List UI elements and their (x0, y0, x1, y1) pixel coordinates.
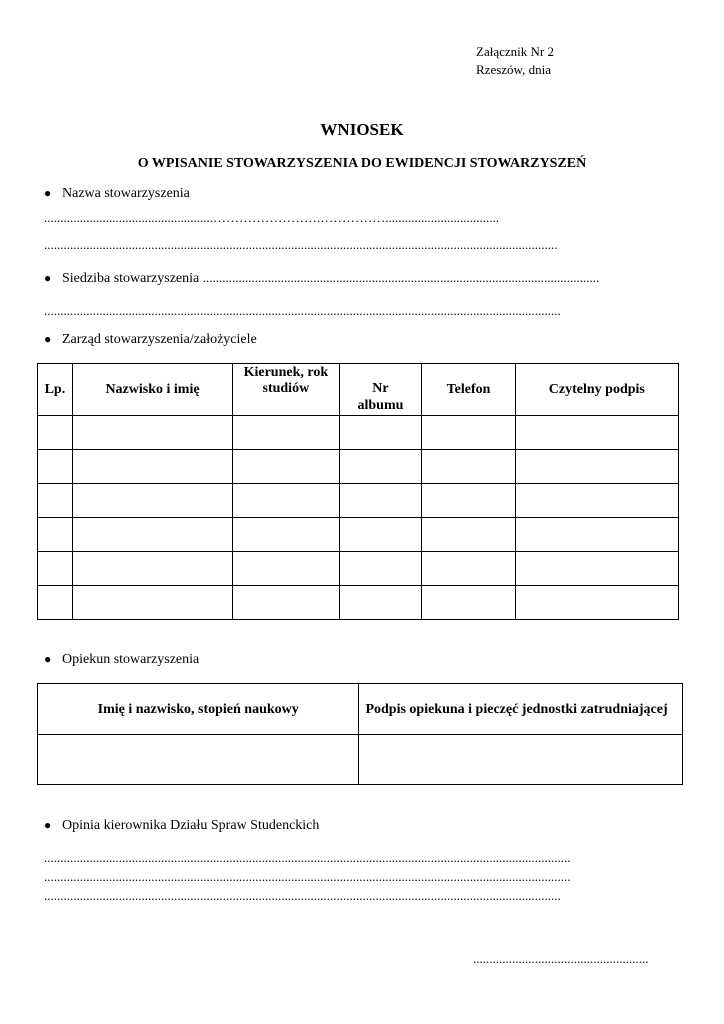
table-cell[interactable] (422, 518, 515, 552)
table-cell[interactable] (72, 518, 232, 552)
bullet-icon: ● (44, 271, 52, 285)
col-header-phone: Telefon (422, 364, 515, 416)
seat-label-text: Siedziba stowarzyszenia (62, 271, 200, 286)
bullet-icon: ● (44, 332, 52, 346)
table-row (38, 518, 679, 552)
document-subtitle: O WPISANIE STOWARZYSZENIA DO EWIDENCJI STOWARZYSZEŃ (137, 156, 587, 171)
bullet-icon: ● (44, 818, 52, 832)
table-cell[interactable] (515, 416, 678, 450)
table-cell[interactable] (72, 586, 232, 620)
table-cell[interactable] (515, 518, 678, 552)
bullet-icon: ● (44, 186, 52, 200)
col-header-album: Nr albumu (339, 364, 422, 416)
opinion-section-label (44, 818, 319, 834)
table-cell[interactable] (38, 450, 73, 484)
table-cell[interactable] (359, 735, 683, 785)
table-cell[interactable] (72, 450, 232, 484)
table-cell[interactable] (233, 450, 339, 484)
opinion-fill-line-1[interactable]: .................................................................................................................................................................. (44, 850, 571, 865)
table-cell[interactable] (339, 586, 422, 620)
col-header-lp: Lp. (38, 364, 73, 416)
name-fill-line-1[interactable]: ....................................................…………………….……………................................... (44, 210, 499, 225)
table-cell[interactable] (422, 484, 515, 518)
table-cell[interactable] (339, 450, 422, 484)
board-label-text: Zarząd stowarzyszenia/założyciele (62, 332, 257, 347)
col-header-field-year: Kierunek, rok studiów (233, 364, 339, 416)
name-label-text: Nazwa stowarzyszenia (62, 186, 190, 201)
table-cell[interactable] (72, 552, 232, 586)
table-cell[interactable] (422, 450, 515, 484)
table-cell[interactable] (233, 552, 339, 586)
col-header-guardian-signature: Podpis opiekuna i pieczęć jednostki zatrudniającej (359, 684, 683, 735)
attachment-number: Załącznik Nr 2 (476, 44, 554, 59)
table-cell[interactable] (38, 518, 73, 552)
table-cell[interactable] (233, 518, 339, 552)
table-cell[interactable] (339, 416, 422, 450)
guardian-label-text: Opiekun stowarzyszenia (62, 652, 200, 667)
guardian-table-header-row (38, 684, 683, 735)
table-cell[interactable] (515, 552, 678, 586)
opinion-fill-line-2[interactable]: .................................................................................................................................................................. (44, 869, 571, 884)
table-cell[interactable] (233, 484, 339, 518)
table-cell[interactable] (233, 416, 339, 450)
table-cell[interactable] (515, 586, 678, 620)
name-fill-line-2[interactable]: .............................................................................................................................................................. (44, 237, 558, 252)
seat-section-label (44, 270, 668, 287)
table-cell[interactable] (339, 518, 422, 552)
table-row (38, 450, 679, 484)
table-row (38, 416, 679, 450)
guardian-table (37, 683, 683, 785)
table-cell[interactable] (38, 484, 73, 518)
table-cell[interactable] (38, 735, 359, 785)
table-row (38, 484, 679, 518)
table-row (38, 586, 679, 620)
table-cell[interactable] (422, 586, 515, 620)
table-row (38, 735, 683, 785)
table-cell[interactable] (233, 586, 339, 620)
place-date: Rzeszów, dnia (476, 62, 551, 77)
opinion-fill-line-3[interactable]: ............................................................................................................................................................... (44, 888, 561, 903)
table-cell[interactable] (72, 416, 232, 450)
signature-line[interactable]: ...................................................... (473, 951, 649, 966)
table-cell[interactable] (422, 552, 515, 586)
table-row (38, 552, 679, 586)
table-cell[interactable] (38, 416, 73, 450)
table-cell[interactable] (38, 552, 73, 586)
bullet-icon: ● (44, 652, 52, 666)
board-section-label (44, 332, 257, 348)
table-cell[interactable] (38, 586, 73, 620)
board-table (37, 363, 679, 620)
table-cell[interactable] (422, 416, 515, 450)
col-header-guardian-name: Imię i nazwisko, stopień naukowy (38, 684, 359, 735)
seat-fill-line[interactable]: .......................................................................................................................... (202, 270, 600, 285)
table-cell[interactable] (515, 450, 678, 484)
seat-fill-line-2[interactable]: ............................................................................................................................................................... (44, 303, 561, 318)
guardian-section-label (44, 652, 199, 668)
table-cell[interactable] (339, 484, 422, 518)
col-header-signature: Czytelny podpis (515, 364, 678, 416)
table-cell[interactable] (515, 484, 678, 518)
table-cell[interactable] (72, 484, 232, 518)
table-cell[interactable] (339, 552, 422, 586)
board-table-header-row (38, 364, 679, 416)
document-title: WNIOSEK (320, 120, 404, 139)
col-header-name: Nazwisko i imię (72, 364, 232, 416)
name-section-label (44, 186, 190, 202)
opinion-label-text: Opinia kierownika Działu Spraw Studenckich (62, 818, 320, 833)
